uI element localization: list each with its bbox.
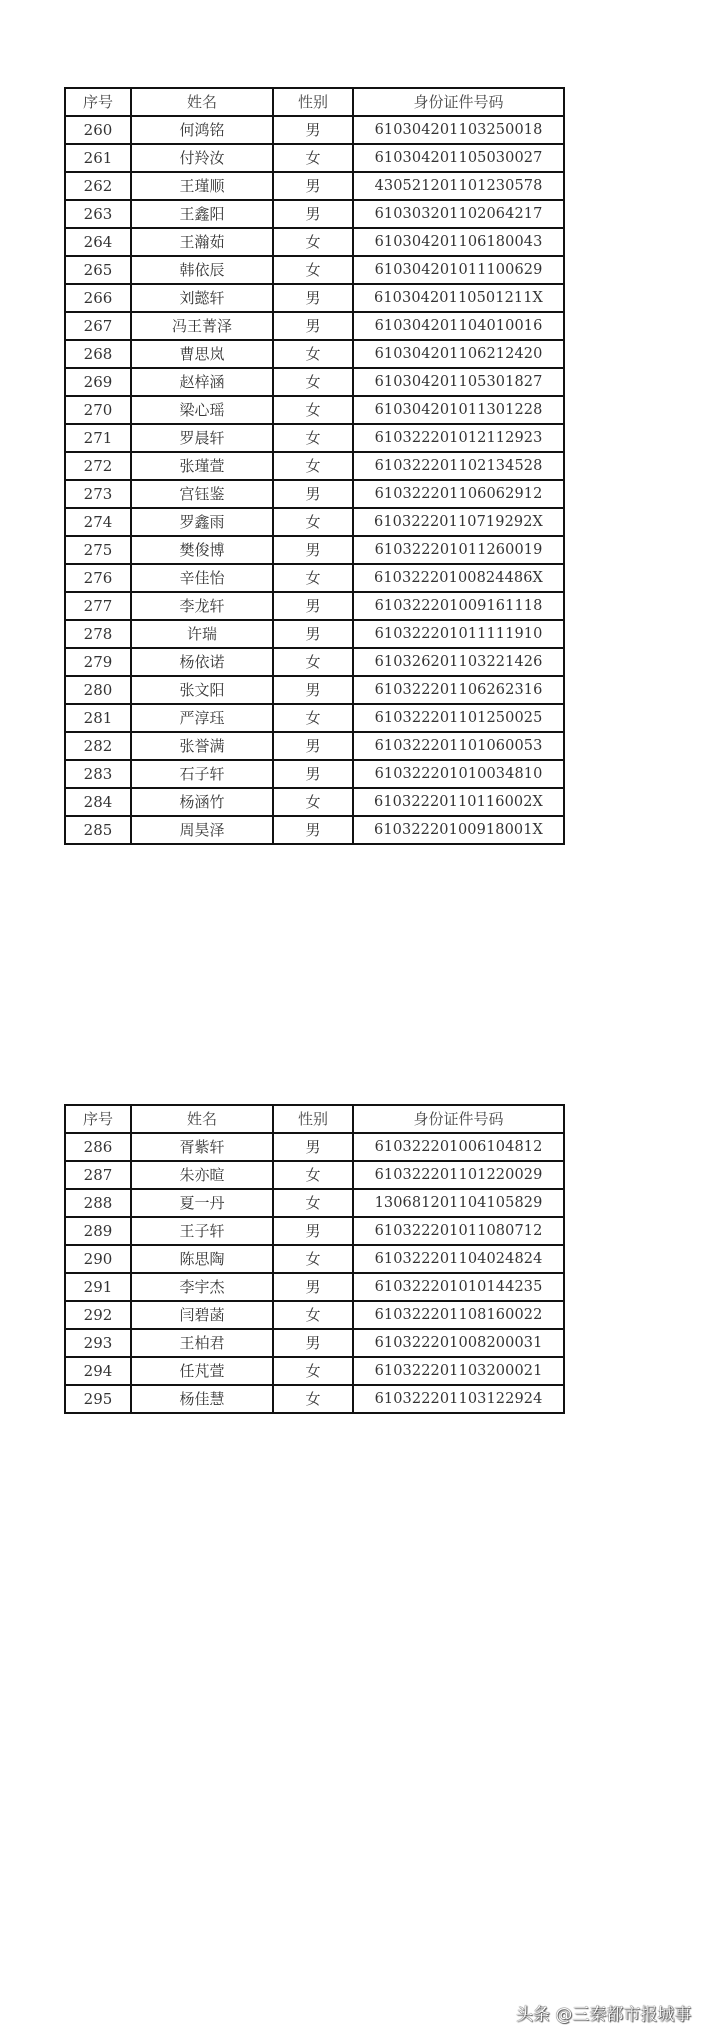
- cell-name: 张誉满: [131, 732, 273, 760]
- cell-id: 610326201103221426: [353, 648, 564, 676]
- cell-name: 刘懿轩: [131, 284, 273, 312]
- cell-id: 610322201101060053: [353, 732, 564, 760]
- cell-id: 61032220100824486X: [353, 564, 564, 592]
- cell-gender: 女: [273, 564, 353, 592]
- cell-no: 288: [65, 1189, 131, 1217]
- cell-id: 610304201105030027: [353, 144, 564, 172]
- cell-no: 266: [65, 284, 131, 312]
- cell-id: 610304201103250018: [353, 116, 564, 144]
- cell-id: 610322201101220029: [353, 1161, 564, 1189]
- table-row: [65, 1133, 564, 1161]
- cell-gender: 男: [273, 536, 353, 564]
- cell-gender: 女: [273, 1189, 353, 1217]
- table-row: [65, 340, 564, 368]
- cell-gender: 男: [273, 284, 353, 312]
- table-row: [65, 732, 564, 760]
- cell-no: 275: [65, 536, 131, 564]
- cell-no: 278: [65, 620, 131, 648]
- cell-id: 610304201105301827: [353, 368, 564, 396]
- cell-no: 295: [65, 1385, 131, 1413]
- cell-no: 282: [65, 732, 131, 760]
- cell-id: 610322201010144235: [353, 1273, 564, 1301]
- cell-name: 冯王菁泽: [131, 312, 273, 340]
- cell-id: 610322201012112923: [353, 424, 564, 452]
- table-row: [65, 508, 564, 536]
- cell-gender: 男: [273, 172, 353, 200]
- table-row: [65, 1385, 564, 1413]
- table-row: [65, 144, 564, 172]
- cell-gender: 男: [273, 312, 353, 340]
- cell-name: 夏一丹: [131, 1189, 273, 1217]
- cell-gender: 女: [273, 1301, 353, 1329]
- table-row: [65, 648, 564, 676]
- cell-name: 王瀚茹: [131, 228, 273, 256]
- header-gender: 性别: [273, 88, 353, 116]
- cell-gender: 女: [273, 704, 353, 732]
- cell-name: 王鑫阳: [131, 200, 273, 228]
- cell-name: 胥紫轩: [131, 1133, 273, 1161]
- cell-name: 辛佳怡: [131, 564, 273, 592]
- cell-no: 270: [65, 396, 131, 424]
- cell-gender: 女: [273, 144, 353, 172]
- watermark: 头条 @三秦都市报城事: [516, 2005, 692, 2025]
- cell-no: 262: [65, 172, 131, 200]
- cell-no: 260: [65, 116, 131, 144]
- cell-gender: 女: [273, 368, 353, 396]
- cell-no: 277: [65, 592, 131, 620]
- table-row: [65, 676, 564, 704]
- cell-no: 261: [65, 144, 131, 172]
- cell-id: 610322201006104812: [353, 1133, 564, 1161]
- cell-id: 610322201106062912: [353, 480, 564, 508]
- cell-gender: 女: [273, 424, 353, 452]
- cell-gender: 女: [273, 508, 353, 536]
- cell-no: 289: [65, 1217, 131, 1245]
- cell-no: 281: [65, 704, 131, 732]
- cell-gender: 男: [273, 1217, 353, 1245]
- cell-id: 610322201103200021: [353, 1357, 564, 1385]
- cell-name: 严淳珏: [131, 704, 273, 732]
- cell-no: 274: [65, 508, 131, 536]
- cell-id: 61030420110501211X: [353, 284, 564, 312]
- header-no: 序号: [65, 1105, 131, 1133]
- cell-no: 276: [65, 564, 131, 592]
- cell-name: 韩依辰: [131, 256, 273, 284]
- cell-no: 286: [65, 1133, 131, 1161]
- cell-name: 李宇杰: [131, 1273, 273, 1301]
- cell-id: 610304201011100629: [353, 256, 564, 284]
- cell-gender: 男: [273, 116, 353, 144]
- header-id: 身份证件号码: [353, 1105, 564, 1133]
- cell-gender: 男: [273, 592, 353, 620]
- table-row: [65, 564, 564, 592]
- cell-gender: 男: [273, 1329, 353, 1357]
- cell-name: 张瑾萱: [131, 452, 273, 480]
- table-row: [65, 788, 564, 816]
- table-row: [65, 424, 564, 452]
- cell-id: 610322201102134528: [353, 452, 564, 480]
- cell-gender: 女: [273, 1357, 353, 1385]
- cell-id: 610322201101250025: [353, 704, 564, 732]
- cell-id: 610304201011301228: [353, 396, 564, 424]
- header-id: 身份证件号码: [353, 88, 564, 116]
- table-row: [65, 620, 564, 648]
- table-row: [65, 1357, 564, 1385]
- cell-name: 杨依诺: [131, 648, 273, 676]
- cell-name: 石子轩: [131, 760, 273, 788]
- cell-id: 610322201011111910: [353, 620, 564, 648]
- cell-name: 陈思陶: [131, 1245, 273, 1273]
- cell-id: 430521201101230578: [353, 172, 564, 200]
- cell-name: 赵梓涵: [131, 368, 273, 396]
- cell-gender: 女: [273, 788, 353, 816]
- cell-name: 王柏君: [131, 1329, 273, 1357]
- cell-id: 610322201009161118: [353, 592, 564, 620]
- cell-no: 265: [65, 256, 131, 284]
- cell-name: 樊俊博: [131, 536, 273, 564]
- cell-id: 610322201103122924: [353, 1385, 564, 1413]
- cell-no: 269: [65, 368, 131, 396]
- student-table-2: [64, 1104, 565, 1414]
- cell-name: 许瑞: [131, 620, 273, 648]
- cell-id: 61032220110116002X: [353, 788, 564, 816]
- table-row: [65, 396, 564, 424]
- cell-id: 610304201106180043: [353, 228, 564, 256]
- table-row: [65, 256, 564, 284]
- header-name: 姓名: [131, 88, 273, 116]
- cell-no: 294: [65, 1357, 131, 1385]
- cell-name: 任芃萱: [131, 1357, 273, 1385]
- cell-no: 264: [65, 228, 131, 256]
- cell-name: 宫钰鉴: [131, 480, 273, 508]
- cell-name: 李龙轩: [131, 592, 273, 620]
- cell-no: 290: [65, 1245, 131, 1273]
- table-row: [65, 172, 564, 200]
- cell-gender: 女: [273, 256, 353, 284]
- table-row: [65, 312, 564, 340]
- cell-id: 610322201104024824: [353, 1245, 564, 1273]
- table-row: [65, 536, 564, 564]
- cell-id: 610303201102064217: [353, 200, 564, 228]
- cell-name: 罗鑫雨: [131, 508, 273, 536]
- header-name: 姓名: [131, 1105, 273, 1133]
- table-row: [65, 228, 564, 256]
- cell-name: 梁心瑶: [131, 396, 273, 424]
- cell-no: 272: [65, 452, 131, 480]
- cell-no: 263: [65, 200, 131, 228]
- cell-gender: 男: [273, 200, 353, 228]
- header-gender: 性别: [273, 1105, 353, 1133]
- cell-gender: 女: [273, 1245, 353, 1273]
- table-row: [65, 1273, 564, 1301]
- cell-name: 朱亦暄: [131, 1161, 273, 1189]
- cell-gender: 男: [273, 760, 353, 788]
- cell-name: 曹思岚: [131, 340, 273, 368]
- cell-no: 280: [65, 676, 131, 704]
- cell-id: 610322201010034810: [353, 760, 564, 788]
- cell-name: 何鸿铭: [131, 116, 273, 144]
- cell-name: 王子轩: [131, 1217, 273, 1245]
- table-row: [65, 1189, 564, 1217]
- table-row: [65, 592, 564, 620]
- cell-name: 杨佳慧: [131, 1385, 273, 1413]
- cell-name: 付羚汝: [131, 144, 273, 172]
- student-table-1: [64, 87, 565, 845]
- cell-no: 284: [65, 788, 131, 816]
- cell-gender: 男: [273, 732, 353, 760]
- cell-name: 王瑾顺: [131, 172, 273, 200]
- cell-gender: 男: [273, 1133, 353, 1161]
- cell-name: 周昊泽: [131, 816, 273, 844]
- table-row: [65, 116, 564, 144]
- cell-no: 273: [65, 480, 131, 508]
- cell-gender: 男: [273, 1273, 353, 1301]
- cell-name: 张文阳: [131, 676, 273, 704]
- cell-name: 杨涵竹: [131, 788, 273, 816]
- table-row: [65, 1245, 564, 1273]
- cell-gender: 男: [273, 620, 353, 648]
- table-row: [65, 760, 564, 788]
- table-row: [65, 704, 564, 732]
- table-row: [65, 1329, 564, 1357]
- table-row: [65, 368, 564, 396]
- cell-no: 292: [65, 1301, 131, 1329]
- cell-gender: 女: [273, 452, 353, 480]
- cell-no: 291: [65, 1273, 131, 1301]
- table-row: [65, 816, 564, 844]
- table-row: [65, 1301, 564, 1329]
- cell-no: 293: [65, 1329, 131, 1357]
- cell-gender: 女: [273, 228, 353, 256]
- cell-id: 61032220100918001X: [353, 816, 564, 844]
- table-row: [65, 480, 564, 508]
- table-row: [65, 1161, 564, 1189]
- cell-name: 罗晨轩: [131, 424, 273, 452]
- cell-id: 610304201104010016: [353, 312, 564, 340]
- table-row: [65, 1217, 564, 1245]
- cell-gender: 女: [273, 1161, 353, 1189]
- cell-no: 285: [65, 816, 131, 844]
- cell-no: 268: [65, 340, 131, 368]
- cell-gender: 女: [273, 648, 353, 676]
- cell-id: 610304201106212420: [353, 340, 564, 368]
- cell-gender: 女: [273, 340, 353, 368]
- cell-name: 闫碧菡: [131, 1301, 273, 1329]
- cell-no: 267: [65, 312, 131, 340]
- cell-id: 610322201106262316: [353, 676, 564, 704]
- cell-no: 279: [65, 648, 131, 676]
- cell-no: 287: [65, 1161, 131, 1189]
- table-header: [65, 1105, 564, 1133]
- cell-id: 610322201108160022: [353, 1301, 564, 1329]
- table-header: [65, 88, 564, 116]
- cell-id: 610322201008200031: [353, 1329, 564, 1357]
- cell-gender: 男: [273, 816, 353, 844]
- cell-gender: 男: [273, 480, 353, 508]
- cell-id: 130681201104105829: [353, 1189, 564, 1217]
- table-row: [65, 200, 564, 228]
- cell-no: 271: [65, 424, 131, 452]
- cell-id: 610322201011260019: [353, 536, 564, 564]
- cell-id: 610322201011080712: [353, 1217, 564, 1245]
- table-row: [65, 284, 564, 312]
- table-row: [65, 452, 564, 480]
- cell-gender: 女: [273, 1385, 353, 1413]
- cell-id: 61032220110719292X: [353, 508, 564, 536]
- cell-no: 283: [65, 760, 131, 788]
- cell-gender: 男: [273, 676, 353, 704]
- cell-gender: 女: [273, 396, 353, 424]
- header-no: 序号: [65, 88, 131, 116]
